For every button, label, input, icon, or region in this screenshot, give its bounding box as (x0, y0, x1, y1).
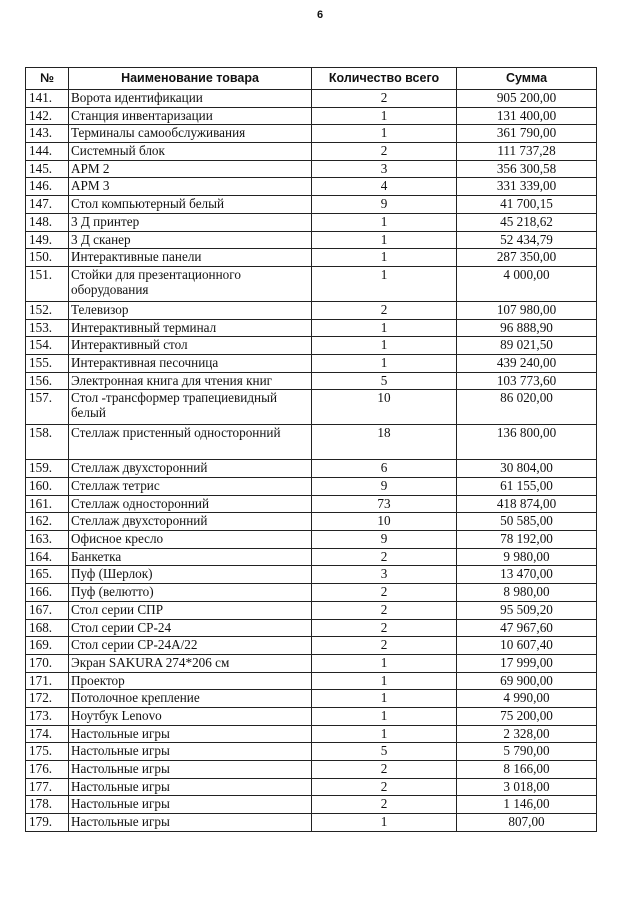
table-row (26, 619, 597, 637)
row-quantity: 1 (312, 266, 457, 301)
row-number: 172. (26, 690, 69, 708)
row-number: 175. (26, 743, 69, 761)
row-item-name: Стол серии СР-24 (69, 619, 312, 637)
row-quantity: 1 (312, 690, 457, 708)
row-quantity: 9 (312, 196, 457, 214)
row-quantity: 1 (312, 814, 457, 832)
row-sum: 89 021,50 (457, 337, 597, 355)
row-item-name: Ноутбук Lenovo (69, 707, 312, 725)
row-sum: 905 200,00 (457, 90, 597, 108)
row-number: 163. (26, 531, 69, 549)
row-quantity: 1 (312, 707, 457, 725)
row-number: 146. (26, 178, 69, 196)
row-item-name: Стойки для презентационного оборудования (69, 266, 312, 301)
row-sum: 45 218,62 (457, 213, 597, 231)
row-sum: 4 990,00 (457, 690, 597, 708)
row-sum: 86 020,00 (457, 390, 597, 425)
row-number: 159. (26, 460, 69, 478)
row-quantity: 1 (312, 213, 457, 231)
table-row (26, 690, 597, 708)
row-number: 149. (26, 231, 69, 249)
table-row (26, 548, 597, 566)
table-row (26, 814, 597, 832)
row-quantity: 1 (312, 725, 457, 743)
row-number: 162. (26, 513, 69, 531)
row-item-name: Терминалы самообслуживания (69, 125, 312, 143)
row-sum: 136 800,00 (457, 425, 597, 460)
row-item-name: Стеллаж двухсторонний (69, 460, 312, 478)
row-sum: 439 240,00 (457, 354, 597, 372)
row-sum: 95 509,20 (457, 601, 597, 619)
table-row (26, 531, 597, 549)
row-item-name: Экран SAKURA 274*206 см (69, 654, 312, 672)
row-item-name: Стеллаж двухсторонний (69, 513, 312, 531)
row-quantity: 1 (312, 337, 457, 355)
row-item-name: Настольные игры (69, 778, 312, 796)
header-item-name: Наименование товара (69, 68, 312, 90)
row-quantity: 1 (312, 231, 457, 249)
row-sum: 30 804,00 (457, 460, 597, 478)
table-row (26, 354, 597, 372)
row-sum: 10 607,40 (457, 637, 597, 655)
row-item-name: АРМ 2 (69, 160, 312, 178)
row-item-name: Интерактивная песочница (69, 354, 312, 372)
row-number: 168. (26, 619, 69, 637)
row-number: 141. (26, 90, 69, 108)
row-quantity: 2 (312, 778, 457, 796)
row-quantity: 2 (312, 601, 457, 619)
row-sum: 4 000,00 (457, 266, 597, 301)
row-quantity: 2 (312, 584, 457, 602)
row-quantity: 2 (312, 796, 457, 814)
row-quantity: 10 (312, 390, 457, 425)
row-sum: 287 350,00 (457, 249, 597, 267)
table-row (26, 513, 597, 531)
row-item-name: Пуф (велютто) (69, 584, 312, 602)
row-sum: 41 700,15 (457, 196, 597, 214)
row-sum: 131 400,00 (457, 107, 597, 125)
row-sum: 69 900,00 (457, 672, 597, 690)
table-row (26, 196, 597, 214)
row-number: 164. (26, 548, 69, 566)
row-item-name: Потолочное крепление (69, 690, 312, 708)
row-item-name: Проектор (69, 672, 312, 690)
row-quantity: 10 (312, 513, 457, 531)
row-number: 167. (26, 601, 69, 619)
page-number: 6 (316, 9, 324, 21)
row-number: 158. (26, 425, 69, 460)
row-number: 174. (26, 725, 69, 743)
row-item-name: Стол -трансформер трапециевидный белый (69, 390, 312, 425)
row-quantity: 2 (312, 143, 457, 161)
row-number: 177. (26, 778, 69, 796)
row-quantity: 1 (312, 249, 457, 267)
row-item-name: Стол серии СПР (69, 601, 312, 619)
table-row (26, 707, 597, 725)
row-item-name: Стеллаж тетрис (69, 478, 312, 496)
row-number: 161. (26, 495, 69, 513)
goods-table (25, 67, 597, 832)
table-row (26, 107, 597, 125)
row-item-name: Настольные игры (69, 743, 312, 761)
table-row (26, 90, 597, 108)
row-number: 157. (26, 390, 69, 425)
table-row (26, 778, 597, 796)
row-quantity: 1 (312, 654, 457, 672)
row-item-name: Ворота идентификации (69, 90, 312, 108)
row-sum: 13 470,00 (457, 566, 597, 584)
table-body (26, 90, 597, 832)
row-number: 143. (26, 125, 69, 143)
table-row (26, 495, 597, 513)
row-item-name: Настольные игры (69, 814, 312, 832)
row-sum: 8 166,00 (457, 761, 597, 779)
row-number: 156. (26, 372, 69, 390)
row-number: 160. (26, 478, 69, 496)
row-number: 147. (26, 196, 69, 214)
row-sum: 50 585,00 (457, 513, 597, 531)
table-row (26, 390, 597, 425)
row-quantity: 3 (312, 566, 457, 584)
row-quantity: 2 (312, 548, 457, 566)
row-sum: 1 146,00 (457, 796, 597, 814)
row-sum: 107 980,00 (457, 301, 597, 319)
header-quantity: Количество всего (312, 68, 457, 90)
row-number: 173. (26, 707, 69, 725)
row-quantity: 73 (312, 495, 457, 513)
row-number: 170. (26, 654, 69, 672)
table-row (26, 160, 597, 178)
row-quantity: 9 (312, 531, 457, 549)
row-quantity: 1 (312, 672, 457, 690)
row-item-name: Интерактивный стол (69, 337, 312, 355)
row-number: 165. (26, 566, 69, 584)
table-row (26, 319, 597, 337)
table-row (26, 796, 597, 814)
row-sum: 8 980,00 (457, 584, 597, 602)
row-quantity: 1 (312, 125, 457, 143)
table-row (26, 372, 597, 390)
row-sum: 75 200,00 (457, 707, 597, 725)
row-quantity: 4 (312, 178, 457, 196)
header-sum: Сумма (457, 68, 597, 90)
row-quantity: 5 (312, 743, 457, 761)
row-quantity: 2 (312, 619, 457, 637)
row-item-name: Стеллаж пристенный односторонний (69, 425, 312, 460)
row-item-name: Настольные игры (69, 796, 312, 814)
row-quantity: 6 (312, 460, 457, 478)
row-sum: 5 790,00 (457, 743, 597, 761)
table-row (26, 478, 597, 496)
row-item-name: Системный блок (69, 143, 312, 161)
table-row (26, 584, 597, 602)
table-row (26, 337, 597, 355)
row-number: 171. (26, 672, 69, 690)
row-item-name: Офисное кресло (69, 531, 312, 549)
row-item-name: Интерактивные панели (69, 249, 312, 267)
row-number: 169. (26, 637, 69, 655)
row-sum: 61 155,00 (457, 478, 597, 496)
row-number: 150. (26, 249, 69, 267)
table-row (26, 566, 597, 584)
row-number: 179. (26, 814, 69, 832)
row-quantity: 3 (312, 160, 457, 178)
table-row (26, 266, 597, 301)
row-sum: 17 999,00 (457, 654, 597, 672)
row-sum: 2 328,00 (457, 725, 597, 743)
row-quantity: 2 (312, 90, 457, 108)
row-item-name: 3 Д сканер (69, 231, 312, 249)
row-sum: 111 737,28 (457, 143, 597, 161)
row-sum: 9 980,00 (457, 548, 597, 566)
row-sum: 52 434,79 (457, 231, 597, 249)
row-sum: 356 300,58 (457, 160, 597, 178)
table-row (26, 672, 597, 690)
table-row (26, 725, 597, 743)
table-row (26, 143, 597, 161)
row-item-name: Банкетка (69, 548, 312, 566)
row-quantity: 1 (312, 319, 457, 337)
row-sum: 96 888,90 (457, 319, 597, 337)
table-header-row (26, 68, 597, 90)
row-quantity: 1 (312, 107, 457, 125)
table-row (26, 249, 597, 267)
row-sum: 418 874,00 (457, 495, 597, 513)
row-item-name: Телевизор (69, 301, 312, 319)
row-quantity: 2 (312, 637, 457, 655)
row-sum: 331 339,00 (457, 178, 597, 196)
row-item-name: Интерактивный терминал (69, 319, 312, 337)
table-row (26, 301, 597, 319)
row-item-name: Настольные игры (69, 725, 312, 743)
table-row (26, 654, 597, 672)
row-item-name: Пуф (Шерлок) (69, 566, 312, 584)
row-number: 155. (26, 354, 69, 372)
row-item-name: Стол серии СР-24А/22 (69, 637, 312, 655)
row-sum: 361 790,00 (457, 125, 597, 143)
row-number: 151. (26, 266, 69, 301)
row-number: 145. (26, 160, 69, 178)
row-quantity: 5 (312, 372, 457, 390)
table-row (26, 637, 597, 655)
row-item-name: АРМ 3 (69, 178, 312, 196)
row-quantity: 18 (312, 425, 457, 460)
table-row (26, 213, 597, 231)
row-number: 152. (26, 301, 69, 319)
row-number: 176. (26, 761, 69, 779)
row-number: 166. (26, 584, 69, 602)
table-row (26, 231, 597, 249)
row-quantity: 2 (312, 761, 457, 779)
row-item-name: 3 Д принтер (69, 213, 312, 231)
row-quantity: 9 (312, 478, 457, 496)
row-number: 153. (26, 319, 69, 337)
row-item-name: Настольные игры (69, 761, 312, 779)
row-number: 178. (26, 796, 69, 814)
row-item-name: Стеллаж односторонний (69, 495, 312, 513)
row-sum: 807,00 (457, 814, 597, 832)
row-number: 144. (26, 143, 69, 161)
header-number: № (26, 68, 69, 90)
row-item-name: Стол компьютерный белый (69, 196, 312, 214)
row-number: 142. (26, 107, 69, 125)
table-row (26, 125, 597, 143)
table-row (26, 178, 597, 196)
row-item-name: Электронная книга для чтения книг (69, 372, 312, 390)
table-row (26, 743, 597, 761)
row-number: 154. (26, 337, 69, 355)
row-sum: 103 773,60 (457, 372, 597, 390)
table-row (26, 761, 597, 779)
row-sum: 78 192,00 (457, 531, 597, 549)
row-quantity: 1 (312, 354, 457, 372)
table-row (26, 425, 597, 460)
table-row (26, 460, 597, 478)
row-item-name: Станция инвентаризации (69, 107, 312, 125)
row-quantity: 2 (312, 301, 457, 319)
row-sum: 47 967,60 (457, 619, 597, 637)
table-row (26, 601, 597, 619)
row-number: 148. (26, 213, 69, 231)
row-sum: 3 018,00 (457, 778, 597, 796)
